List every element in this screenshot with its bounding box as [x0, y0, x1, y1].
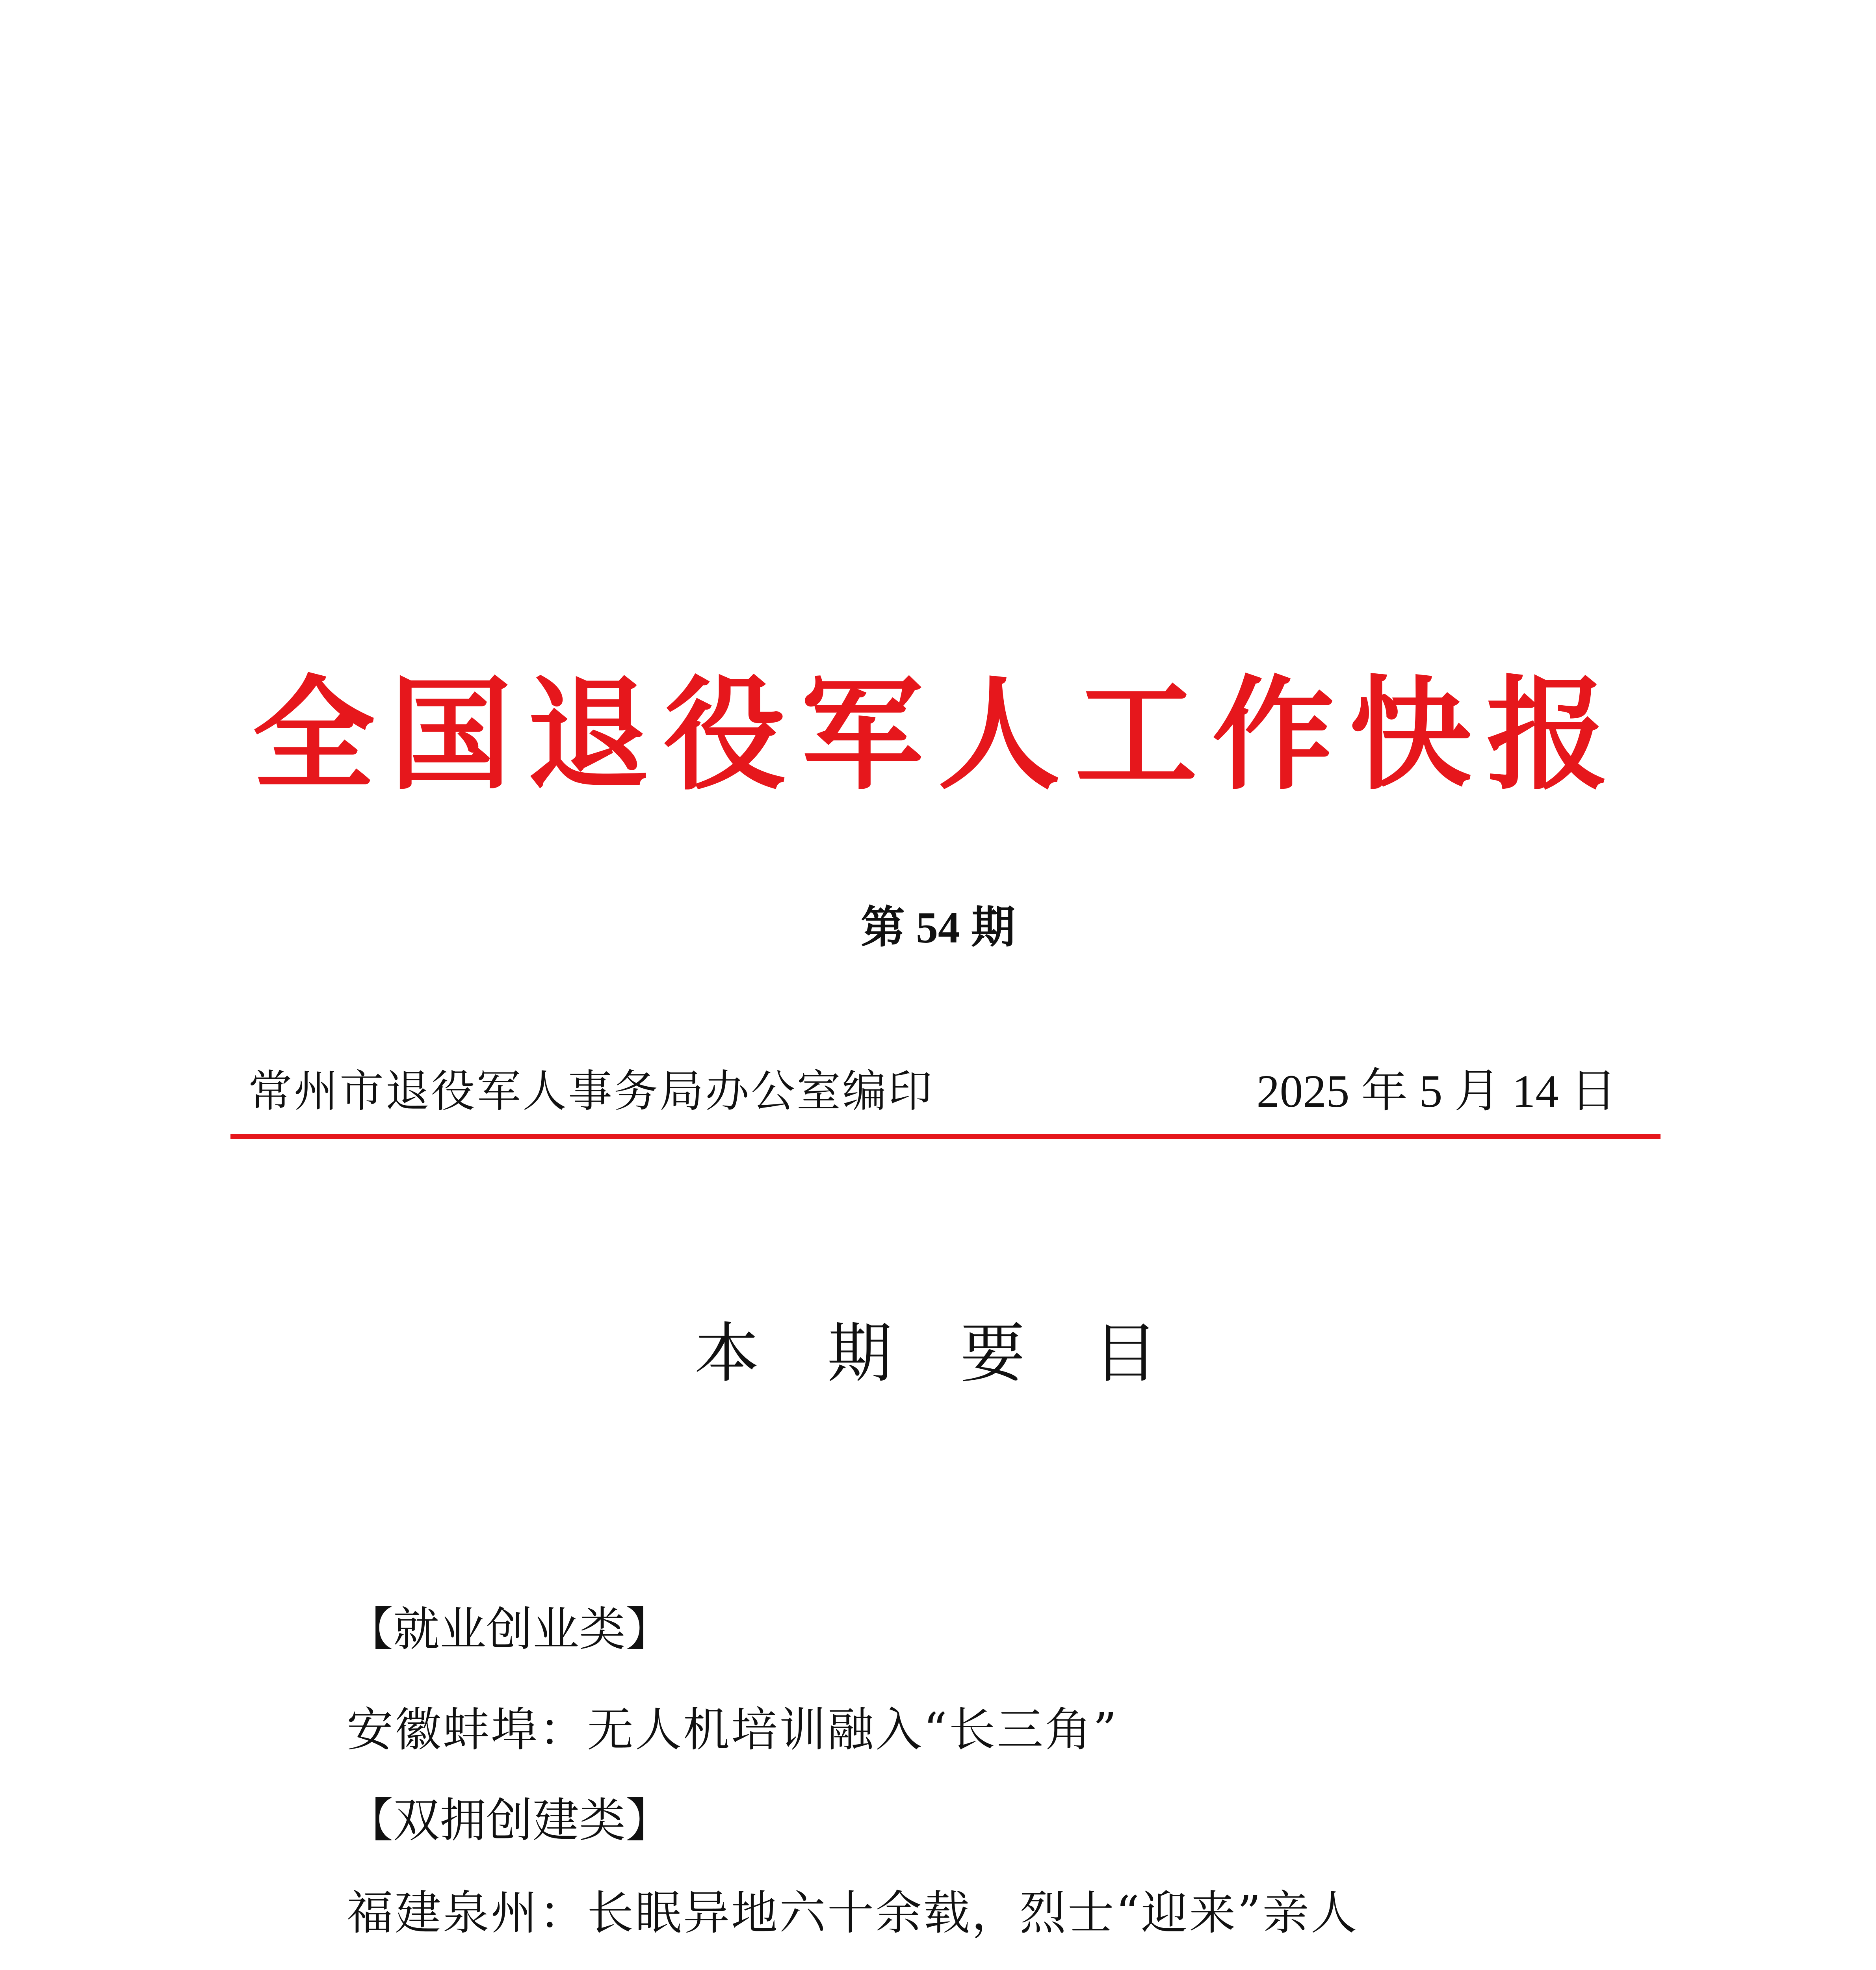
- toc-item-double-support: 福建泉州：长眠异地六十余载，烈士“迎来”亲人: [347, 1886, 1359, 1940]
- toc-title: 本 期 要 目: [694, 1316, 1182, 1391]
- issuer-line: 常州市退役军人事务局办公室编印: [248, 1066, 934, 1117]
- issue-number: 第 54 期: [861, 903, 1015, 952]
- issue-date: 2025 年 5 月 14 日: [1256, 1065, 1617, 1117]
- toc-category-double-support: 【双拥创建类】: [347, 1793, 672, 1847]
- toc-category-employment: 【就业创业类】: [347, 1602, 672, 1656]
- red-divider-rule: [230, 1134, 1661, 1139]
- masthead-title: 全国退役军人工作快报: [253, 663, 1623, 807]
- toc-item-employment: 安徽蚌埠：无人机培训融入“长三角”: [347, 1702, 1118, 1757]
